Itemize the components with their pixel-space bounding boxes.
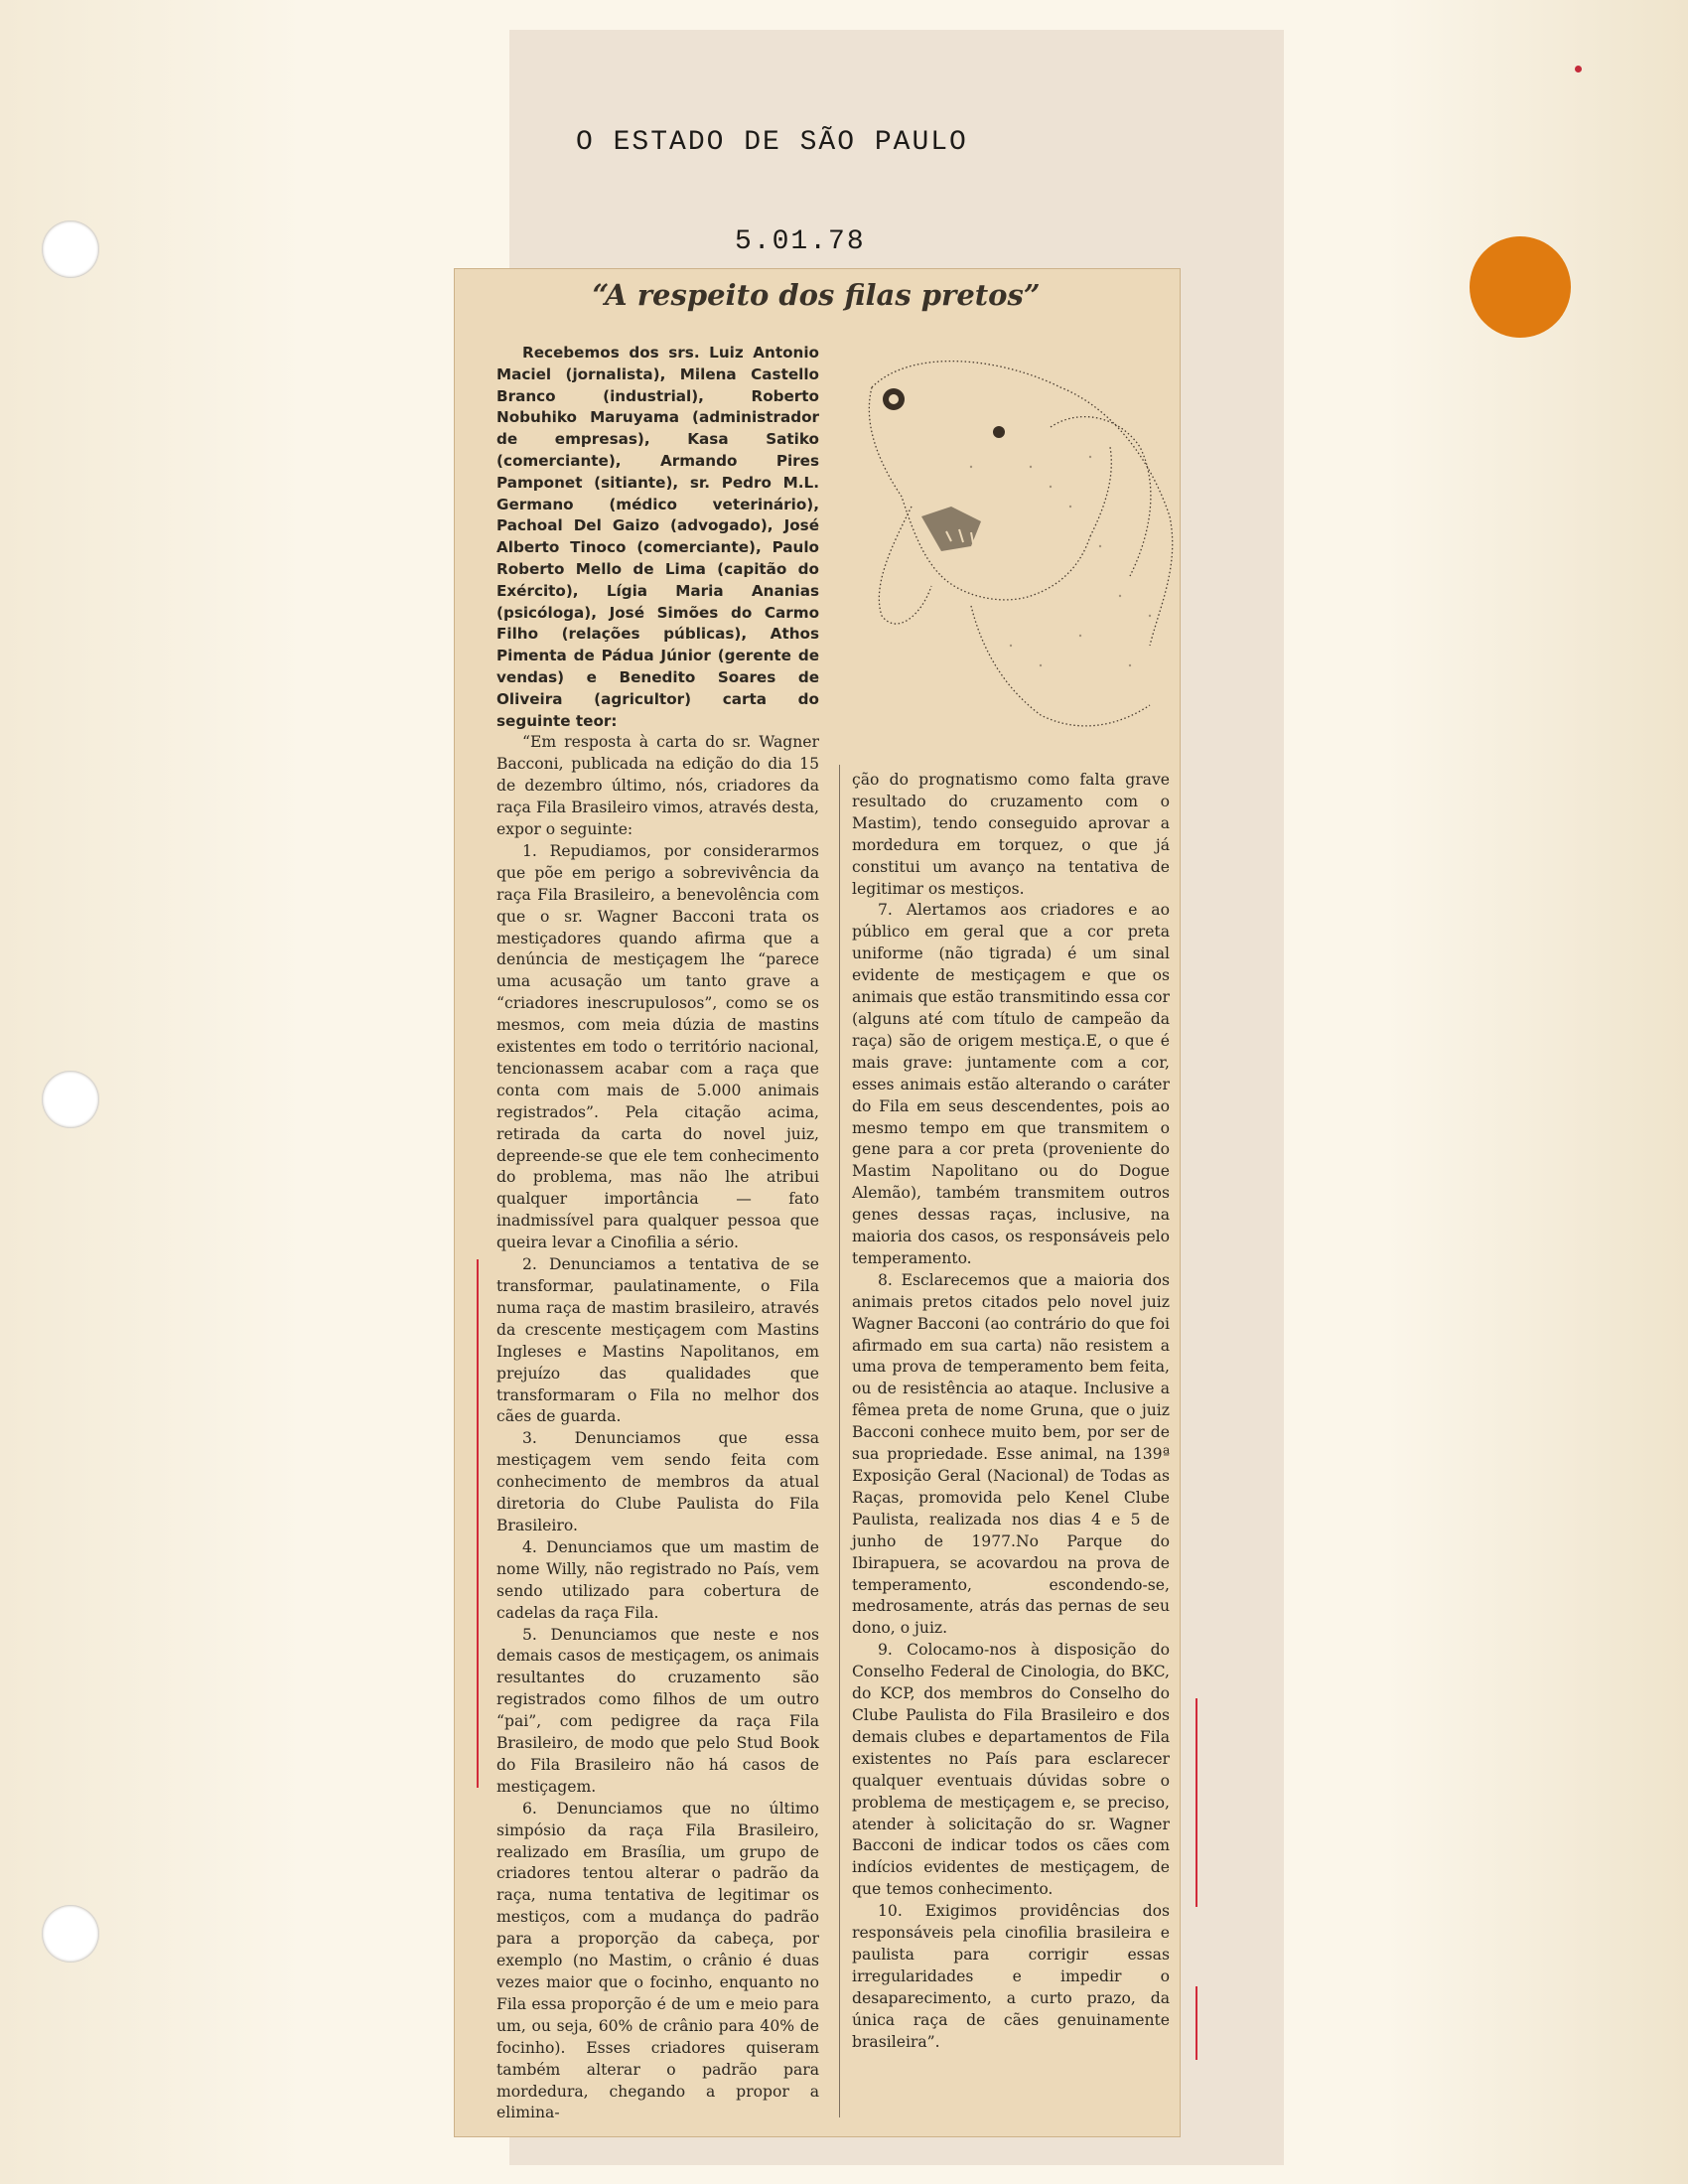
article-paragraph-5: 5. Denunciamos que neste e nos demais casos de mestiçagem, os animais resultantes do cruzamento são registrados como filhos de um outro “pai”, com pedigree da raça Fila Brasileiro, de modo que pelo Stud Book do Fila Brasileiro não há casos de mestiçagem. — [496, 1625, 819, 1796]
article-paragraph-7: 7. Alertamos aos criadores e ao público em geral que a cor preta uniforme (não tigrada) é um sinal evidente de mestiçagem e que os animais que estão transmitindo essa cor (alguns até com título de campeão da raça) são de origem mestiça.E, o que é mais grave: juntamente com a cor, esses animais estão alterando o caráter do Fila em seus descendentes, pois ao mesmo tempo em que transmitem o gene para a cor preta (proveniente do Mastim Napolitano ou do Dogue Alemão), também transmitem outros genes dessas raças, inclusive, na maioria dos casos, os responsáveis pelo temperamento. — [852, 901, 1170, 1267]
article-intro: Recebemos dos srs. Luiz Antonio Maciel (jornalista), Milena Castello Branco (industrial), Roberto Nobuhiko Maruyama (administrador de empresas), Kasa Satiko (comerciante), Armando Pires Pamponet (sitiante), sr. Pedro M.L. Germano (médico veterinário), Pachoal Del Gaizo (advogado), José Alberto Tinoco (comerciante), Paulo Roberto Mello de Lima (capitão do Exército), Lígia Maria Ananias (psicóloga), José Simões do Carmo Filho (relações públicas), Athos Pimenta de Pádua Júnior (gerente de vendas) e Benedito Soares de Oliveira (agricultor) carta do seguinte teor: — [496, 344, 819, 730]
article-paragraph-1: 1. Repudiamos, por considerarmos que põe em perigo a sobrevivência da raça Fila Brasileiro, a benevolência com que o sr. Wagner Bacconi trata os mestiçadores quando afirma que a denúncia de mestiçagem lhe “parece uma acusação um tanto grave a “criadores inescrupulosos”, como se os mesmos, com meia dúzia de mastins existentes em todo o território nacional, tencionassem acabar com a raça que conta com mais de 5.000 animais registrados”. Pela citação acima, retirada da carta do novel juiz, depreende-se que ele tem conhecimento do problema, mas não lhe atribui qualquer importância — fato inadmissível para qualquer pessoa que queira levar a Cinofilia a sério. — [496, 841, 819, 1252]
article-paragraph-10: 10. Exigimos providências dos responsáveis pela cinofilia brasileira e paulista para corrigir essas irregularidades e impedir o desaparecimento, a curto prazo, da única raça de cães genuinamente brasileira”. — [852, 1902, 1170, 2051]
binder-hole-bottom — [42, 1905, 99, 1963]
article-paragraph-4: 4. Denunciamos que um mastim de nome Willy, não registrado no País, vem sendo utilizado para cobertura de cadelas da raça Fila. — [496, 1537, 819, 1622]
article-paragraph-9: 9. Colocamo-nos à disposição do Conselho Federal de Cinologia, do BKC, do KCP, dos membros do Conselho do Clube Paulista do Fila Brasileiro e dos demais clubes e departamentos de Fila existentes no País para esclarecer qualquer eventuais dúvidas sobre o problema de mestiçagem e, se preciso, atender à solicitação do sr. Wagner Bacconi de indicar todos os cães com indícios evidentes de mestiçagem, de que temos conhecimento. — [852, 1641, 1170, 1899]
article-paragraph-6-continued: ção do prognatismo como falta grave resultado do cruzamento com o Mastim), tendo conseguido aprovar a mordedura em torquez, o que já constitui um avanço na tentativa de legitimar os mestiços. — [852, 771, 1170, 898]
article-paragraph-2: 2. Denunciamos a tentativa de se transformar, paulatinamente, o Fila numa raça de mastim brasileiro, através da crescente mestiçagem com Mastins Ingleses e Mastins Napolitanos, em prejuízo das qualidades que transformaram o Fila no melhor dos cães de guarda. — [496, 1255, 819, 1426]
binder-hole-middle — [42, 1071, 99, 1128]
newspaper-name: O ESTADO DE SÃO PAULO — [576, 127, 968, 158]
article-opening: “Em resposta à carta do sr. Wagner Bacconi, publicada na edição do dia 15 de dezembro último, nós, criadores da raça Fila Brasileiro vimos, através desta, expor o seguinte: — [496, 733, 819, 838]
clipping-date: 5.01.78 — [735, 226, 866, 257]
red-margin-line-right-lower — [1196, 1986, 1197, 2060]
red-margin-line-right — [1196, 1698, 1197, 1907]
article-paragraph-6: 6. Denunciamos que no último simpósio da raça Fila Brasileiro, realizado em Brasília, um grupo de criadores tentou alterar o padrão da raça, numa tentativa de legitimar os mestiços, com a mudança do padrão para a proporção da cabeça, por exemplo (no Mastim, o crânio é duas vezes maior que o focinho, enquanto no Fila essa proporção é de um e meio para um, ou seja, 60% de crânio para 40% de focinho). Esses criadores quiseram também alterar o padrão para mordedura, chegando a propor a elimina- — [496, 1799, 819, 2122]
article-column-right — [852, 770, 1170, 2053]
orange-dot-sticker — [1470, 236, 1571, 338]
article-headline: “A respeito dos filas pretos” — [592, 278, 1041, 312]
red-margin-line-left — [477, 1259, 479, 1788]
article-paragraph-8: 8. Esclarecemos que a maioria dos animais pretos citados pelo novel juiz Wagner Bacconi (ao contrário do que foi afirmado em sua carta) não resistem a uma prova de temperamento bem feita, ou de resistência ao ataque. Inclusive a fêmea preta de nome Gruna, que o juiz Bacconi conhece muito bem, por ser de sua propriedade. Esse animal, na 139ª Exposição Geral (Nacional) de Todas as Raças, promovida pelo Kenel Clube Paulista, realizada nos dias 4 e 5 de junho de 1977.No Parque do Ibirapuera, se acovardou na prova de temperamento, escondendo-se, medrosamente, atrás das pernas de seu dono, o juiz. — [852, 1270, 1170, 1638]
dog-illustration — [852, 348, 1190, 745]
column-divider — [839, 765, 840, 2117]
article-column-left — [496, 343, 819, 2124]
red-ink-dot — [1575, 66, 1582, 73]
article-paragraph-3: 3. Denunciamos que essa mestiçagem vem sendo feita com conhecimento de membros da atual diretoria do Clube Paulista do Fila Brasileiro. — [496, 1429, 819, 1534]
binder-hole-top — [42, 220, 99, 278]
